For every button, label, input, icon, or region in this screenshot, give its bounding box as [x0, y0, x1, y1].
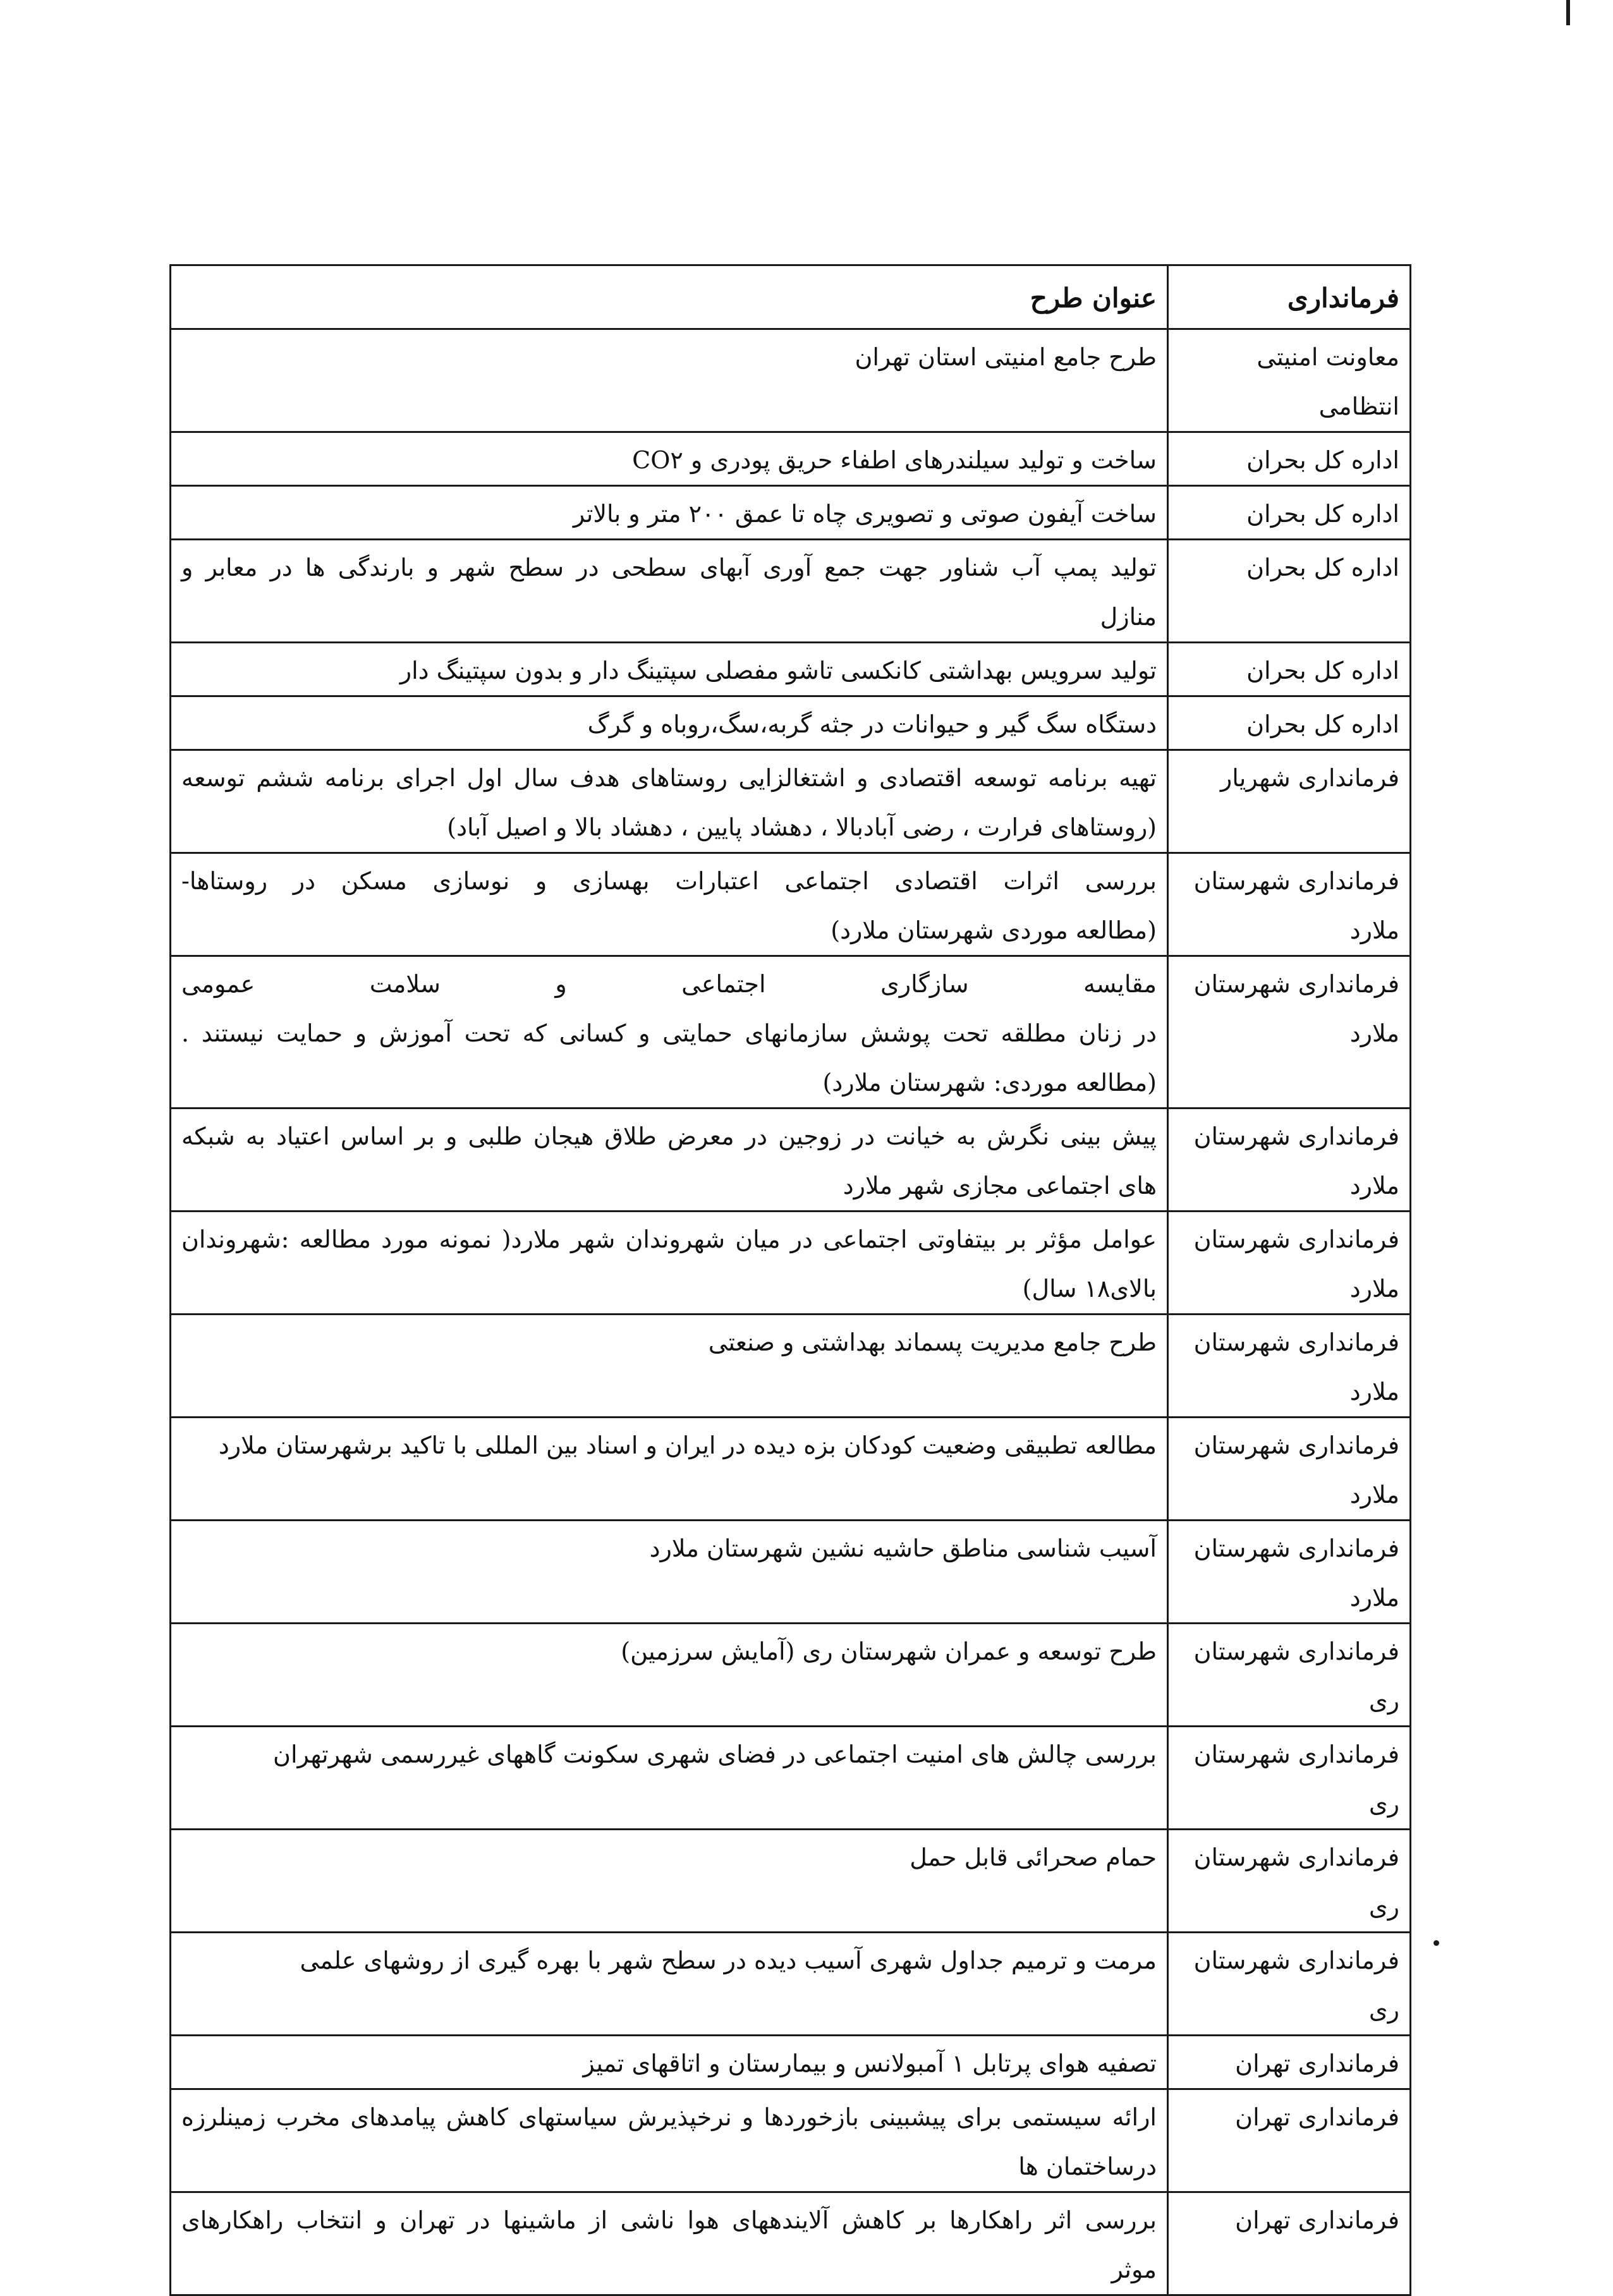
governorate-cell: فرمانداری تهران: [1168, 2036, 1411, 2089]
governorate-cell: فرمانداری شهریار: [1168, 750, 1411, 853]
projects-table-container: [169, 264, 1409, 2296]
table-row: [171, 1109, 1411, 1212]
table-row: [171, 540, 1411, 643]
project-title-cell: [171, 643, 1168, 696]
table-row: [171, 329, 1411, 432]
project-title-cell: [171, 432, 1168, 486]
project-title-cell: [171, 696, 1168, 750]
project-title-line: ساخت آیفون صوتی و تصویری چاه تا عمق ۲۰۰ متر و بالاتر: [573, 500, 1157, 528]
governorate-cell: فرمانداری شهرستان ملارد: [1168, 1109, 1411, 1212]
scan-dot: [1433, 1940, 1439, 1946]
governorate-cell: فرمانداری شهرستان ری: [1168, 1933, 1411, 2036]
governorate-cell: فرمانداری شهرستان ملارد: [1168, 853, 1411, 956]
project-title-cell: [171, 956, 1168, 1109]
project-title-cell: [171, 329, 1168, 432]
table-row: [171, 696, 1411, 750]
project-title-line: پیش بینی نگرش به خیانت در زوجین در معرض طلاق هیجان طلبی و بر اساس اعتیاد به شبکه: [181, 1122, 1157, 1150]
table-row: [171, 2192, 1411, 2295]
project-title-line: طرح توسعه و عمران شهرستان ری (آمایش سرزمین): [621, 1637, 1157, 1665]
table-row: [171, 1624, 1411, 1727]
project-title-cell: [171, 750, 1168, 853]
table-row: [171, 432, 1411, 486]
project-title-cell: [171, 1418, 1168, 1521]
project-title-line: موثر: [1111, 2256, 1157, 2283]
projects-table: [169, 264, 1411, 2296]
project-title-line: (روستاهای فرارت ، رضی آبادبالا ، دهشاد پایین ، دهشاد بالا و اصیل آباد): [447, 813, 1157, 841]
project-title-line: تولید سرویس بهداشتی کانکسی تاشو مفصلی سپتینگ دار و بدون سپتینگ دار: [399, 657, 1157, 684]
project-title-cell: [171, 1727, 1168, 1830]
project-title-line: مقایسه سازگاری اجتماعی و سلامت عمومی: [181, 970, 1157, 998]
project-title-cell: [171, 1933, 1168, 2036]
governorate-cell: اداره کل بحران: [1168, 696, 1411, 750]
project-title-line: ساخت و تولید سیلندرهای اطفاء حریق پودری و CO۲: [632, 446, 1157, 474]
project-title-cell: [171, 1830, 1168, 1933]
table-row: [171, 1212, 1411, 1315]
project-title-line: عوامل مؤثر بر بیتفاوتی اجتماعی در میان شهروندان شهر ملارد( نمونه مورد مطالعه :شهروندان: [181, 1225, 1157, 1253]
project-title-line: ارائه سیستمی برای پیشبینی بازخوردها و نرخپذیرش سیاستهای کاهش پیامدهای مخرب زمینلرزه: [181, 2103, 1157, 2131]
table-row: [171, 956, 1411, 1109]
project-title-line: طرح جامع امنیتی استان تهران: [855, 343, 1157, 371]
project-title-line: مطالعه تطبیقی وضعیت کودکان بزه دیده در ایران و اسناد بین المللی با تاکید برشهرستان ملارد: [218, 1431, 1157, 1459]
governorate-cell: اداره کل بحران: [1168, 486, 1411, 540]
table-row: [171, 1315, 1411, 1418]
project-title-line: حمام صحرائی قابل حمل: [910, 1843, 1157, 1871]
project-title-cell: [171, 1212, 1168, 1315]
project-title-line: تهیه برنامه توسعه اقتصادی و اشتغالزایی روستاهای هدف سال اول اجرای برنامه ششم توسعه: [181, 764, 1157, 792]
project-title-cell: [171, 853, 1168, 956]
governorate-cell: معاونت امنیتی انتظامی: [1168, 329, 1411, 432]
project-title-line: طرح جامع مدیریت پسماند بهداشتی و صنعتی: [708, 1328, 1157, 1356]
project-title-cell: [171, 2192, 1168, 2295]
project-title-cell: [171, 2089, 1168, 2192]
project-title-cell: [171, 1521, 1168, 1624]
governorate-cell: فرمانداری شهرستان ری: [1168, 1830, 1411, 1933]
governorate-cell: فرمانداری تهران: [1168, 2192, 1411, 2295]
governorate-cell: فرمانداری شهرستان ملارد: [1168, 956, 1411, 1109]
table-row: [171, 750, 1411, 853]
governorate-column-header: فرمانداری: [1168, 265, 1411, 329]
table-row: [171, 643, 1411, 696]
scan-edge-mark: [1566, 0, 1570, 25]
project-title-line: بررسی اثرات اقتصادی اجتماعی اعتبارات بهسازی و نوسازی مسکن در روستاها-: [181, 867, 1157, 895]
project-title-cell: [171, 540, 1168, 643]
project-title-line: مرمت و ترمیم جداول شهری آسیب دیده در سطح شهر با بهره گیری از روشهای علمی: [300, 1947, 1157, 1974]
project-title-cell: [171, 1624, 1168, 1727]
project-title-line: بررسی چالش های امنیت اجتماعی در فضای شهری سکونت گاههای غیررسمی شهرتهران: [273, 1740, 1157, 1768]
project-title-cell: [171, 486, 1168, 540]
table-row: [171, 2036, 1411, 2089]
project-title-column-header: عنوان طرح: [171, 265, 1168, 329]
project-title-cell: [171, 1109, 1168, 1212]
project-title-line: تصفیه هوای پرتابل ۱ آمبولانس و بیمارستان و اتاقهای تمیز: [583, 2050, 1157, 2077]
project-title-line: های اجتماعی مجازی شهر ملارد: [843, 1172, 1157, 1200]
table-row: [171, 853, 1411, 956]
table-row: [171, 1418, 1411, 1521]
governorate-cell: فرمانداری شهرستان ملارد: [1168, 1521, 1411, 1624]
governorate-cell: اداره کل بحران: [1168, 540, 1411, 643]
table-row: [171, 1727, 1411, 1830]
project-title-line: بالای۱۸ سال): [1022, 1275, 1157, 1303]
project-title-line: (مطالعه موردی: شهرستان ملارد): [822, 1069, 1157, 1096]
project-title-line: تولید پمپ آب شناور جهت جمع آوری آبهای سطحی در سطح شهر و بارندگی ها در معابر و: [181, 554, 1157, 581]
table-body: [171, 329, 1411, 2295]
project-title-line: (مطالعه موردی شهرستان ملارد): [831, 916, 1157, 944]
governorate-cell: فرمانداری شهرستان ری: [1168, 1624, 1411, 1727]
table-header-row: [171, 265, 1411, 329]
governorate-cell: اداره کل بحران: [1168, 432, 1411, 486]
governorate-cell: فرمانداری تهران: [1168, 2089, 1411, 2192]
table-row: [171, 1933, 1411, 2036]
project-title-line: منازل: [1100, 603, 1157, 631]
project-title-cell: [171, 1315, 1168, 1418]
governorate-cell: فرمانداری شهرستان ری: [1168, 1727, 1411, 1830]
governorate-cell: فرمانداری شهرستان ملارد: [1168, 1315, 1411, 1418]
project-title-cell: [171, 2036, 1168, 2089]
governorate-cell: فرمانداری شهرستان ملارد: [1168, 1212, 1411, 1315]
table-row: [171, 2089, 1411, 2192]
governorate-cell: فرمانداری شهرستان ملارد: [1168, 1418, 1411, 1521]
table-row: [171, 1830, 1411, 1933]
project-title-line: آسیب شناسی مناطق حاشیه نشین شهرستان ملارد: [649, 1534, 1157, 1562]
project-title-line: درساختمان ها: [1018, 2153, 1157, 2180]
table-row: [171, 486, 1411, 540]
table-row: [171, 1521, 1411, 1624]
governorate-cell: اداره کل بحران: [1168, 643, 1411, 696]
project-title-line: در زنان مطلقه تحت پوشش سازمانهای حمایتی و کسانی که تحت آموزش و حمایت نیستند .: [181, 1019, 1157, 1047]
project-title-line: دستگاه سگ گیر و حیوانات در جثه گربه،سگ،روباه و گرگ: [587, 710, 1157, 738]
project-title-line: بررسی اثر راهکارها بر کاهش آلایندههای هوا ناشی از ماشینها در تهران و انتخاب راهکارهای: [181, 2206, 1157, 2234]
